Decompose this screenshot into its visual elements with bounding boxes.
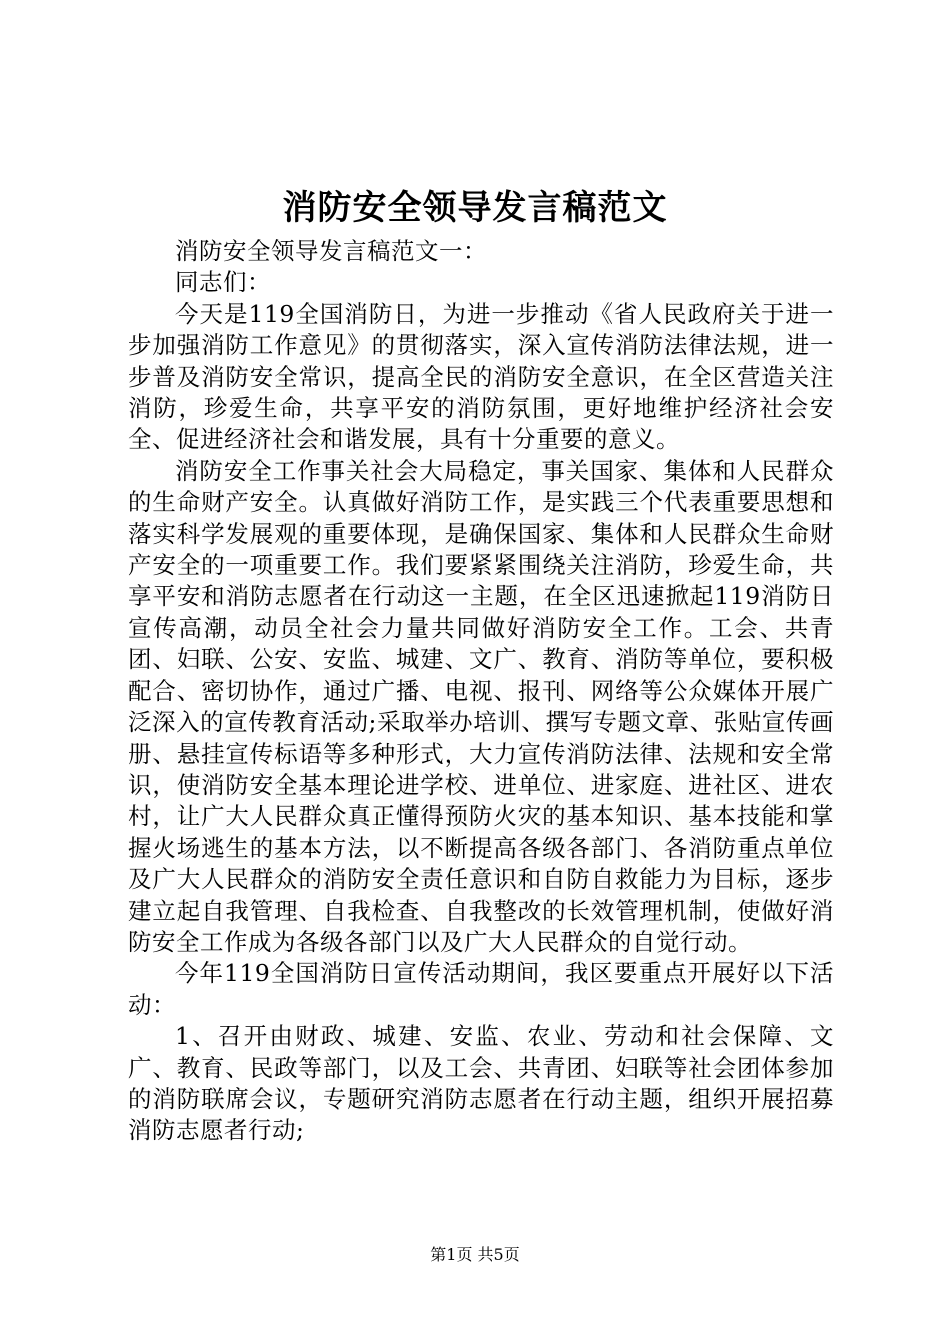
paragraph: 今天是119全国消防日，为进一步推动《省人民政府关于进一步加强消防工作意见》的贯彻落实，深入宣传消防法律法规，进一步普及消防安全常识，提高全民的消防安全意识，在全区营造关注消防，珍爱生命，共享平安的消防氛围，更好地维护经济社会安全、促进经济社会和谐发展，具有十分重要的意义。: [128, 299, 834, 454]
paragraph: 今年119全国消防日宣传活动期间，我区要重点开展好以下活动：: [128, 959, 834, 1019]
document-body: [128, 236, 834, 1147]
paragraph-salutation: 同志们：: [175, 268, 271, 297]
paragraph: 1、召开由财政、城建、安监、农业、劳动和社会保障、文广、教育、民政等部门，以及工会、共青团、妇联等社会团体参加的消防联席会议，专题研究消防志愿者在行动主题，组织开展招募消防志愿者行动;: [128, 1022, 834, 1145]
paragraph-heading: 消防安全领导发言稿范文一：: [175, 237, 487, 265]
paragraph: 消防安全工作事关社会大局稳定，事关国家、集体和人民群众的生命财产安全。认真做好消防工作，是实践三个代表重要思想和落实科学发展观的重要体现，是确保国家、集体和人民群众生命财产安全的一项重要工作。我们要紧紧围绕关注消防，珍爱生命，共享平安和消防志愿者在行动这一主题，在全区迅速掀起119消防日宣传高潮，动员全社会力量共同做好消防安全工作。工会、共青团、妇联、公安、安监、城建、文广、教育、消防等单位，要积极配合、密切协作，通过广播、电视、报刊、网络等公众媒体开展广泛深入的宣传教育活动;采取举办培训、撰写专题文章、张贴宣传画册、悬挂宣传标语等多种形式，大力宣传消防法律、法规和安全常识，使消防安全基本理论进学校、进单位、进家庭、进社区、进农村，让广大人民群众真正懂得预防火灾的基本知识、基本技能和掌握火场逃生的基本方法，以不断提高各级各部门、各消防重点单位及广大人民群众的消防安全责任意识和自防自救能力为目标，逐步建立起自我管理、自我检查、自我整改的长效管理机制，使做好消防安全工作成为各级各部门以及广大人民群众的自觉行动。: [128, 456, 834, 956]
document-title: 消防安全领导发言稿范文: [282, 188, 668, 228]
page-number-footer: 第1页 共5页: [430, 1245, 520, 1264]
